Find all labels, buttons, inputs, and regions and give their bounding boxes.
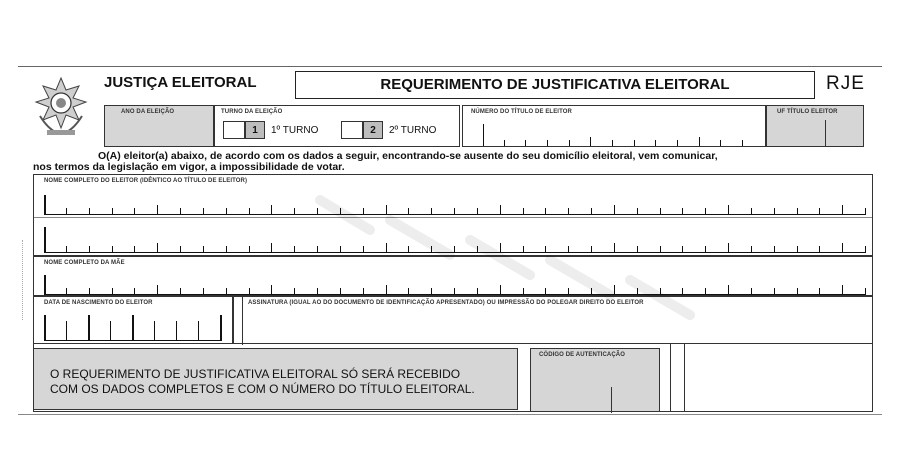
turno1-checkbox[interactable] bbox=[223, 121, 245, 139]
tick-mark bbox=[751, 208, 752, 214]
label-mae: NOME COMPLETO DA MÃE bbox=[44, 260, 125, 266]
tick-mark bbox=[89, 288, 90, 294]
turno2-label: 2º TURNO bbox=[389, 125, 437, 136]
tick-mark bbox=[249, 288, 250, 294]
tick-mark bbox=[134, 246, 135, 252]
tick-mark bbox=[751, 288, 752, 294]
tick-mark bbox=[842, 285, 843, 294]
tick-mark bbox=[157, 285, 158, 294]
tick-mark bbox=[226, 288, 227, 294]
tick-mark bbox=[294, 208, 295, 214]
turno1-number: 1 bbox=[245, 121, 265, 139]
tick-mark bbox=[728, 285, 729, 294]
tick-mark bbox=[751, 246, 752, 252]
vertical-divider-2 bbox=[684, 344, 685, 412]
tick-mark bbox=[271, 285, 272, 294]
field-turno-eleicao bbox=[214, 105, 460, 147]
tick-mark bbox=[89, 208, 90, 214]
field-uf-titulo[interactable] bbox=[766, 105, 864, 147]
statement-line-1: O(A) eleitor(a) abaixo, de acordo com os dados a seguir, encontrando-se ausente do seu domicílio eleitoral, vem comunicar, bbox=[98, 150, 718, 162]
tick-mark bbox=[865, 246, 866, 252]
tick-mark bbox=[699, 137, 700, 146]
tick-mark bbox=[590, 137, 591, 146]
tick-mark bbox=[774, 208, 775, 214]
vertical-divider bbox=[670, 344, 671, 412]
tick-mark bbox=[66, 246, 67, 252]
watermark bbox=[300, 180, 720, 340]
tick-mark bbox=[294, 288, 295, 294]
label-ano: ANO DA ELEIÇÃO bbox=[121, 109, 175, 115]
label-nascimento: DATA DE NASCIMENTO DO ELEITOR bbox=[44, 300, 153, 306]
tick-mark bbox=[655, 140, 656, 146]
notice-line-1: O REQUERIMENTO DE JUSTIFICATIVA ELEITORAL SÓ SERÁ RECEBIDO bbox=[50, 367, 461, 381]
label-turno: TURNO DA ELEIÇÃO bbox=[221, 109, 283, 115]
tick-mark bbox=[612, 140, 613, 146]
field-codigo-autenticacao[interactable] bbox=[530, 348, 660, 412]
tick-mark bbox=[819, 246, 820, 252]
tick-mark bbox=[112, 288, 113, 294]
side-print-marks bbox=[22, 240, 26, 320]
tick-mark bbox=[797, 288, 798, 294]
form-code: RJE bbox=[826, 73, 865, 94]
label-autenticacao: CÓDIGO DE AUTENTICAÇÃO bbox=[539, 352, 625, 358]
tick-mark bbox=[271, 205, 272, 214]
notice-box bbox=[33, 348, 518, 410]
tick-mark bbox=[842, 205, 843, 214]
tick-mark bbox=[842, 243, 843, 252]
tick-mark bbox=[249, 246, 250, 252]
tick-mark bbox=[203, 288, 204, 294]
form-title-box bbox=[295, 71, 815, 99]
tick-mark bbox=[634, 140, 635, 146]
notice-line-2: COM OS DADOS COMPLETOS E COM O NÚMERO DO TÍTULO ELEITORAL. bbox=[50, 382, 475, 396]
tick-mark bbox=[66, 288, 67, 294]
tick-mark bbox=[728, 205, 729, 214]
bottom-rule bbox=[18, 414, 882, 415]
tick-mark bbox=[89, 246, 90, 252]
tick-mark bbox=[677, 140, 678, 146]
tick-mark bbox=[865, 288, 866, 294]
tick-mark bbox=[504, 140, 505, 146]
coat-of-arms-icon bbox=[32, 76, 90, 138]
tick-mark bbox=[249, 208, 250, 214]
tick-mark bbox=[774, 246, 775, 252]
field-numero-titulo[interactable] bbox=[462, 105, 766, 147]
tick-mark bbox=[157, 243, 158, 252]
tick-mark bbox=[203, 208, 204, 214]
tick-mark bbox=[819, 208, 820, 214]
titulo-ticks bbox=[483, 120, 743, 146]
tick-mark bbox=[547, 140, 548, 146]
tick-mark bbox=[134, 288, 135, 294]
field-ano-eleicao[interactable] bbox=[104, 105, 214, 147]
turno2-checkbox[interactable] bbox=[341, 121, 363, 139]
tick-mark bbox=[180, 208, 181, 214]
turno2-number: 2 bbox=[363, 121, 383, 139]
tick-mark bbox=[728, 243, 729, 252]
label-nome: NOME COMPLETO DO ELEITOR (IDÊNTICO AO TÍTULO DE ELEITOR) bbox=[44, 178, 248, 184]
tick-mark bbox=[180, 288, 181, 294]
tick-mark bbox=[797, 208, 798, 214]
tick-mark bbox=[226, 246, 227, 252]
tick-mark bbox=[66, 208, 67, 214]
statement-line-2: nos termos da legislação em vigor, a impossibilidade de votar. bbox=[33, 161, 345, 173]
tick-mark bbox=[180, 246, 181, 252]
turno1-label: 1º TURNO bbox=[271, 125, 319, 136]
tick-mark bbox=[294, 246, 295, 252]
tick-mark bbox=[774, 288, 775, 294]
tick-mark bbox=[569, 140, 570, 146]
form-title: REQUERIMENTO DE JUSTIFICATIVA ELEITORAL bbox=[380, 76, 730, 93]
field-data-nascimento[interactable] bbox=[33, 296, 233, 344]
tick-mark bbox=[203, 246, 204, 252]
tick-mark bbox=[865, 208, 866, 214]
tick-mark bbox=[742, 140, 743, 146]
nascimento-ticks bbox=[44, 311, 222, 341]
tick-mark bbox=[226, 208, 227, 214]
label-uf: UF TÍTULO ELEITOR bbox=[777, 109, 838, 115]
tick-mark bbox=[525, 140, 526, 146]
tick-mark bbox=[819, 288, 820, 294]
tick-mark bbox=[720, 140, 721, 146]
label-assinatura: ASSINATURA (IGUAL AO DO DOCUMENTO DE IDENTIFICAÇÃO APRESENTADO) OU IMPRESSÃO DO POLEGAR DIREITO DO ELEITOR bbox=[248, 300, 644, 306]
tick-mark bbox=[157, 205, 158, 214]
tick-mark bbox=[271, 243, 272, 252]
tick-mark bbox=[112, 246, 113, 252]
tick-mark bbox=[797, 246, 798, 252]
top-rule bbox=[18, 66, 882, 67]
label-numero-titulo: NÚMERO DO TÍTULO DE ELEITOR bbox=[471, 109, 572, 115]
tick-mark bbox=[112, 208, 113, 214]
tick-mark bbox=[134, 208, 135, 214]
org-name: JUSTIÇA ELEITORAL bbox=[104, 74, 257, 91]
